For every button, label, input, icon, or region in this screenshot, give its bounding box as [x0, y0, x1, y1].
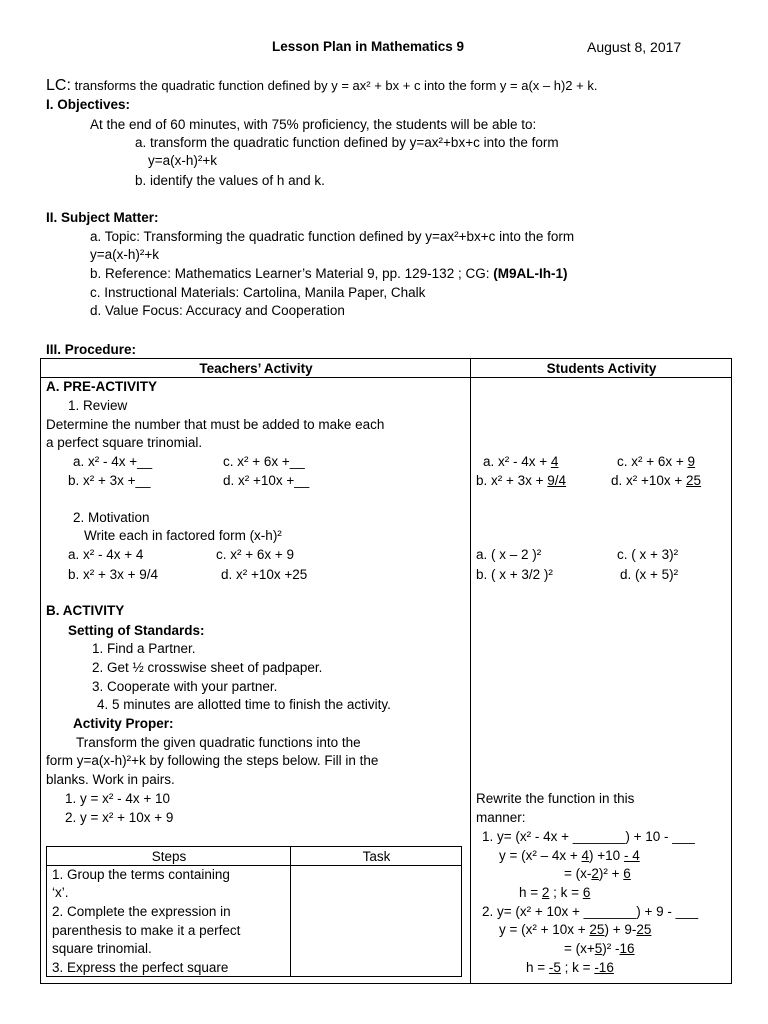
answer-review-a: a. x² - 4x + 4: [483, 454, 559, 469]
function-item: 2. y = x² + 10x + 9: [65, 810, 174, 825]
answer-review-b: b. x² + 3x + 9/4: [476, 473, 567, 488]
step-text: ‘x’.: [52, 885, 69, 900]
subject-item-reference: [90, 265, 567, 283]
worked-line: 2. y= (x² + 10x + _______) + 9 - ___: [482, 904, 699, 919]
motivation-instruction: Write each in factored form (x-h)²: [84, 528, 282, 543]
review-instruction: a perfect square trinomial.: [46, 435, 203, 450]
review-item-a: a. x² - 4x +__: [73, 454, 153, 469]
lc-label: LC:: [46, 77, 71, 94]
activity-proper-heading: Activity Proper:: [73, 716, 174, 731]
worked-line: = (x+5)² -16: [564, 941, 635, 956]
lc-text: transforms the quadratic function defined by y = ax² + bx + c into the form y = a(x – h)2 + k.: [74, 78, 598, 93]
worked-line: = (x-2)² + 6: [564, 866, 631, 881]
standard-item: 2. Get ½ crosswise sheet of padpaper.: [92, 660, 323, 675]
step-text: 2. Complete the expression in: [52, 904, 231, 919]
answer-review-d: d. x² +10x + 25: [611, 473, 702, 488]
objective-item: y=a(x-h)²+k: [148, 153, 218, 168]
answer-review-c: c. x² + 6x + 9: [617, 454, 696, 469]
standard-item: 1. Find a Partner.: [92, 641, 196, 656]
objective-item: a. transform the quadratic function defined by y=ax²+bx+c into the form: [135, 135, 559, 150]
activity-proper-text: blanks. Work in pairs.: [46, 772, 175, 787]
rewrite-instruction: Rewrite the function in this: [476, 791, 635, 806]
subject-item: a. Topic: Transforming the quadratic function defined by y=ax²+bx+c into the form: [90, 229, 575, 244]
worked-line: y = (x² + 10x + 25) + 9-25: [499, 922, 652, 937]
activity-proper-text: form y=a(x-h)²+k by following the steps below. Fill in the: [46, 753, 379, 768]
review-item-b: b. x² + 3x +__: [68, 473, 151, 488]
subject-matter-heading: II. Subject Matter:: [46, 210, 159, 225]
lesson-date: August 8, 2017: [587, 39, 682, 55]
reference-text: b. Reference: Mathematics Learner’s Material 9, pp. 129-132 ; CG:: [90, 266, 490, 281]
objective-item: b. identify the values of h and k.: [135, 173, 325, 188]
standard-item: 3. Cooperate with your partner.: [92, 679, 278, 694]
review-heading: 1. Review: [68, 398, 128, 413]
motivation-item-d: d. x² +10x +25: [221, 567, 308, 582]
teacher-activity-header: Teachers’ Activity: [41, 359, 471, 378]
procedure-heading: III. Procedure:: [46, 342, 137, 357]
standards-heading: Setting of Standards:: [68, 623, 205, 638]
function-item: 1. y = x² - 4x + 10: [65, 791, 171, 806]
activity-proper-text: Transform the given quadratic functions into the: [76, 735, 361, 750]
lesson-title: Lesson Plan in Mathematics 9: [272, 39, 465, 54]
worked-line: y = (x² – 4x + 4) +10 - 4: [499, 848, 640, 863]
step-text: parenthesis to make it a perfect: [52, 923, 241, 938]
review-item-c: c. x² + 6x +__: [223, 454, 305, 469]
activity-heading: B. ACTIVITY: [46, 603, 125, 618]
steps-header: Steps: [47, 847, 291, 866]
step-text: square trinomial.: [52, 941, 152, 956]
task-header: Task: [291, 847, 462, 866]
subject-item: d. Value Focus: Accuracy and Cooperation: [90, 303, 345, 318]
answer-motivation-c: c. ( x + 3)²: [617, 547, 679, 562]
step-text: 1. Group the terms containing: [52, 867, 230, 882]
answer-motivation-d: d. (x + 5)²: [620, 567, 679, 582]
step-text: 3. Express the perfect square: [52, 960, 229, 975]
subject-item: y=a(x-h)²+k: [90, 247, 160, 262]
motivation-item-b: b. x² + 3x + 9/4: [68, 567, 159, 582]
pre-activity-heading: A. PRE-ACTIVITY: [46, 379, 158, 394]
objectives-intro: At the end of 60 minutes, with 75% proficiency, the students will be able to:: [90, 117, 537, 132]
objectives-heading: I. Objectives:: [46, 97, 131, 112]
worked-line: h = 2 ; k = 6: [519, 885, 591, 900]
worked-line: h = -5 ; k = -16: [526, 960, 614, 975]
rewrite-instruction: manner:: [476, 810, 526, 825]
answer-motivation-b: b. ( x + 3/2 )²: [476, 567, 553, 582]
curriculum-code: (M9AL-Ih-1): [493, 266, 568, 281]
column-divider: [470, 359, 471, 983]
motivation-heading: 2. Motivation: [73, 510, 150, 525]
lc-line: [46, 77, 597, 95]
worked-line: 1. y= (x² - 4x + _______) + 10 - ___: [482, 829, 695, 844]
steps-column-divider: [290, 847, 291, 976]
review-instruction: Determine the number that must be added to make each: [46, 417, 385, 432]
motivation-item-a: a. x² - 4x + 4: [68, 547, 144, 562]
answer-motivation-a: a. ( x – 2 )²: [476, 547, 542, 562]
review-item-d: d. x² +10x +__: [223, 473, 310, 488]
subject-item: c. Instructional Materials: Cartolina, Manila Paper, Chalk: [90, 285, 426, 300]
standard-item: 4. 5 minutes are allotted time to finish the activity.: [97, 697, 391, 712]
motivation-item-c: c. x² + 6x + 9: [216, 547, 295, 562]
student-activity-header: Students Activity: [471, 359, 732, 378]
